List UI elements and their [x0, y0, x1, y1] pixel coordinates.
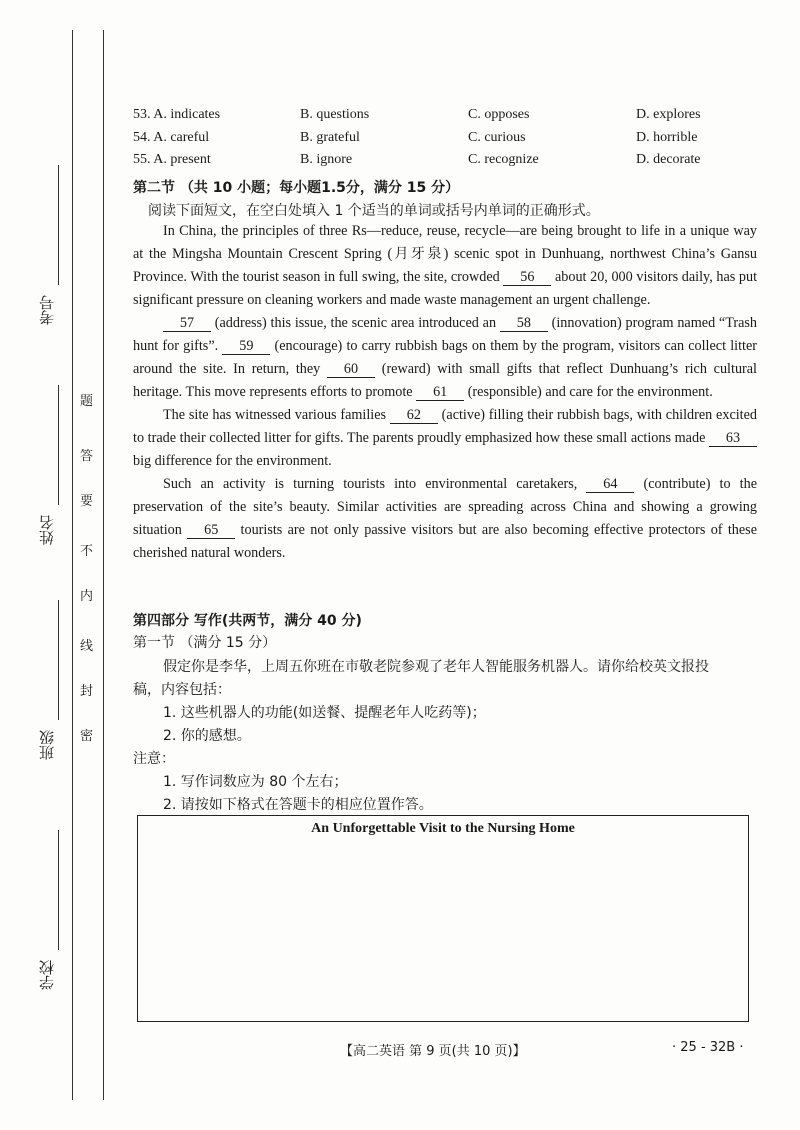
writing-note-1: 1. 写作词数应为 80 个左右； — [163, 774, 348, 790]
name-label: 姓名 — [38, 515, 56, 545]
seal-char-4: 不 — [80, 544, 94, 559]
seal-char-7: 封 — [80, 684, 94, 699]
school-label: 学校 — [38, 960, 56, 990]
exam-number-label: 考号 — [38, 295, 56, 325]
writing-item-2: 2. 你的感想。 — [163, 728, 251, 744]
option: 53. A. indicates — [133, 107, 221, 122]
answer-options — [133, 107, 733, 175]
option-row-55 — [133, 152, 733, 175]
part4-section1: 第一节 （满分 15 分） — [133, 635, 277, 651]
part4-heading: 第四部分 写作(共两节，满分 40 分) — [133, 613, 362, 629]
seal-char-6: 线 — [80, 639, 94, 654]
option: D. decorate — [636, 152, 701, 167]
section2-instruction: 阅读下面短文，在空白处填入 1 个适当的单词或括号内单词的正确形式。 — [148, 203, 600, 219]
section2-heading: 第二节 （共 10 小题；每小题1.5分，满分 15 分） — [133, 180, 460, 196]
paper-code: · 25 - 32B · — [672, 1040, 744, 1055]
blank-59[interactable]: 59 — [222, 338, 270, 355]
option: 55. A. present — [133, 152, 211, 167]
seal-char-5: 内 — [80, 589, 94, 604]
essay-answer-box[interactable] — [137, 815, 749, 1022]
blank-62[interactable]: 62 — [390, 407, 438, 424]
blank-58[interactable]: 58 — [500, 315, 548, 332]
option: B. questions — [300, 107, 370, 122]
option: D. horrible — [636, 129, 698, 145]
seal-char-8: 密 — [80, 729, 94, 744]
option: 54. A. careful — [133, 129, 210, 145]
writing-prompt-line2: 稿，内容包括： — [133, 682, 231, 698]
writing-note: 注意： — [133, 751, 175, 767]
writing-prompt-line1: 假定你是李华，上周五你班在市敬老院参观了老年人智能服务机器人。请你给校英文报投 — [163, 659, 709, 675]
name-field[interactable] — [36, 385, 66, 545]
paragraph-4: Such an activity is turning tourists into environmental caretakers, 64 (contribute) to the preservation of the site’s beauty. Similar activities are spreading across China and showing a growing situation 65 tourists are not only passive visitors but are also becoming effective protectors of these cherished natural wonders. — [133, 476, 758, 561]
essay-title: An Unforgettable Visit to the Nursing Home — [311, 821, 575, 836]
option-row-53 — [133, 107, 733, 130]
blank-61[interactable]: 61 — [416, 384, 464, 401]
blank-64[interactable]: 64 — [586, 476, 634, 493]
option: C. curious — [468, 129, 526, 145]
option: D. explores — [636, 107, 701, 122]
blank-60[interactable]: 60 — [327, 361, 375, 378]
seal-char-3: 要 — [80, 494, 94, 509]
page-footer: 【高二英语 第 9 页(共 10 页)】 — [340, 1044, 526, 1059]
option-row-54 — [133, 130, 733, 153]
writing-item-1: 1. 这些机器人的功能(如送餐、提醒老年人吃药等)； — [163, 705, 486, 721]
blank-65[interactable]: 65 — [187, 522, 235, 539]
binding-line-inner — [103, 30, 104, 1100]
blank-63[interactable]: 63 — [709, 430, 757, 447]
option: B. grateful — [300, 129, 360, 145]
class-label: 班级 — [38, 730, 56, 760]
blank-57[interactable]: 57 — [163, 315, 211, 332]
class-field[interactable] — [36, 600, 66, 760]
blank-56[interactable]: 56 — [503, 269, 551, 286]
paragraph-3: The site has witnessed various families 62 (active) filling their rubbish bags, with children excited to trade their collected litter for gifts. The parents proudly emphasized how these small actions made 63 big difference for the environment. — [133, 407, 758, 469]
seal-char-1: 题 — [80, 394, 94, 409]
option: C. opposes — [468, 107, 530, 122]
paragraph-1: In China, the principles of three Rs—reduce, reuse, recycle—are being brought to life in a unique way at the Mingsha Mountain Crescent Spring (月牙泉) scenic spot in Dunhuang, northwest China’s Gansu Province. With the tourist season in full swing, the site, crowded 56 about 20, 000 visitors daily, has put significant pressure on cleaning workers and made waste management an urgent challenge. — [133, 223, 758, 308]
seal-char-2: 答 — [80, 449, 94, 464]
cloze-passage — [133, 220, 757, 565]
option: B. ignore — [300, 152, 353, 167]
exam-number-field[interactable] — [36, 165, 66, 325]
school-field[interactable] — [36, 830, 66, 990]
binding-line-outer — [72, 30, 73, 1100]
writing-note-2: 2. 请按如下格式在答题卡的相应位置作答。 — [163, 797, 433, 813]
paragraph-2: 57 (address) this issue, the scenic area introduced an 58 (innovation) program named “Trash hunt for gifts”. 59 (encourage) to carry rubbish bags on them by the program, visitors can collect litter around the site. In return, they 60 (reward) with small gifts that reflect Dunhuang’s rich cultural heritage. This move represents efforts to promote 61 (responsible) and care for the environment. — [133, 315, 758, 400]
option: C. recognize — [468, 152, 539, 167]
